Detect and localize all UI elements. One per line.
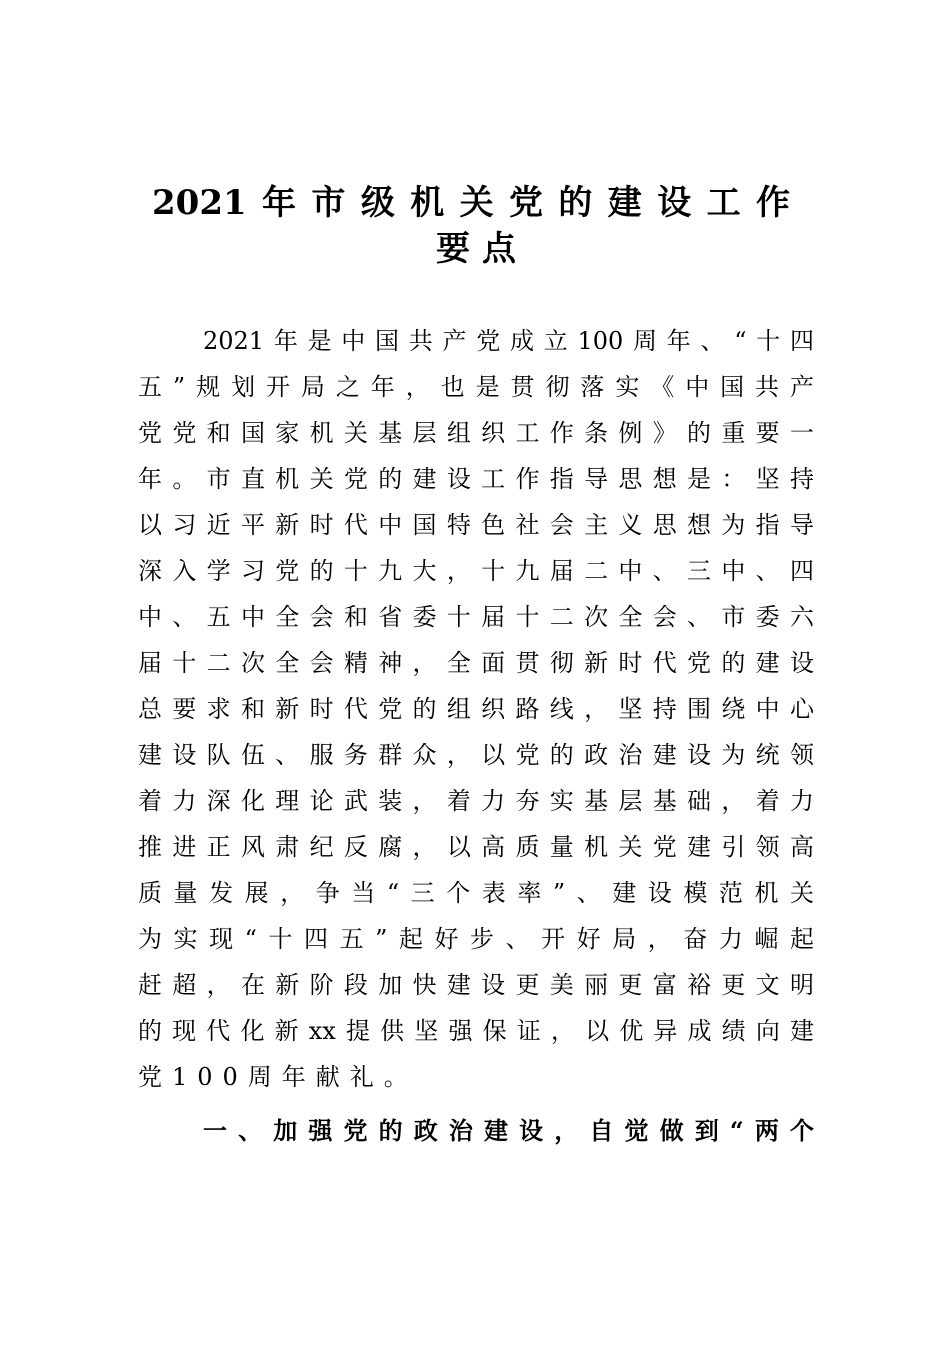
body-line: 赶超，在新阶段加快建设更美丽更富裕更文明 [138,971,814,999]
body-line: 质量发展，争当“三个表率”、建设模范机关 [138,879,814,907]
body-line: 以习近平新时代中国特色社会主义思想为指导 [138,511,814,539]
body-line: 党100周年献礼。 [138,1063,418,1091]
body-line: 年。市直机关党的建设工作指导思想是：坚持 [138,465,814,493]
body-line: 建设队伍、服务群众，以党的政治建设为统领 [138,741,814,769]
body-line: 的现代化新xx提供坚强保证，以优异成绩向建 [138,1017,814,1045]
section-heading: 一、加强党的政治建设，自觉做到“两个 [203,1116,814,1145]
body-line: 党党和国家机关基层组织工作条例》的重要一 [138,419,814,447]
document-title-line-1: 2021年市级机关党的建设工作 [152,183,790,223]
body-line: 中、五中全会和省委十届十二次全会、市委六 [138,603,814,631]
body-line: 总要求和新时代党的组织路线，坚持围绕中心 [138,695,814,723]
document-title-line-2: 要点 [436,229,528,269]
body-line: 五”规划开局之年，也是贯彻落实《中国共产 [138,373,814,401]
body-line: 深入学习党的十九大，十九届二中、三中、四 [138,557,814,585]
body-line: 推进正风肃纪反腐，以高质量机关党建引领高 [138,833,814,861]
body-line: 为实现“十四五”起好步、开好局，奋力崛起 [138,925,814,953]
body-line: 届十二次全会精神，全面贯彻新时代党的建设 [138,649,814,677]
body-line: 着力深化理论武装，着力夯实基层基础，着力 [138,787,814,815]
body-line: 2021年是中国共产党成立100周年、“十四 [203,327,814,355]
